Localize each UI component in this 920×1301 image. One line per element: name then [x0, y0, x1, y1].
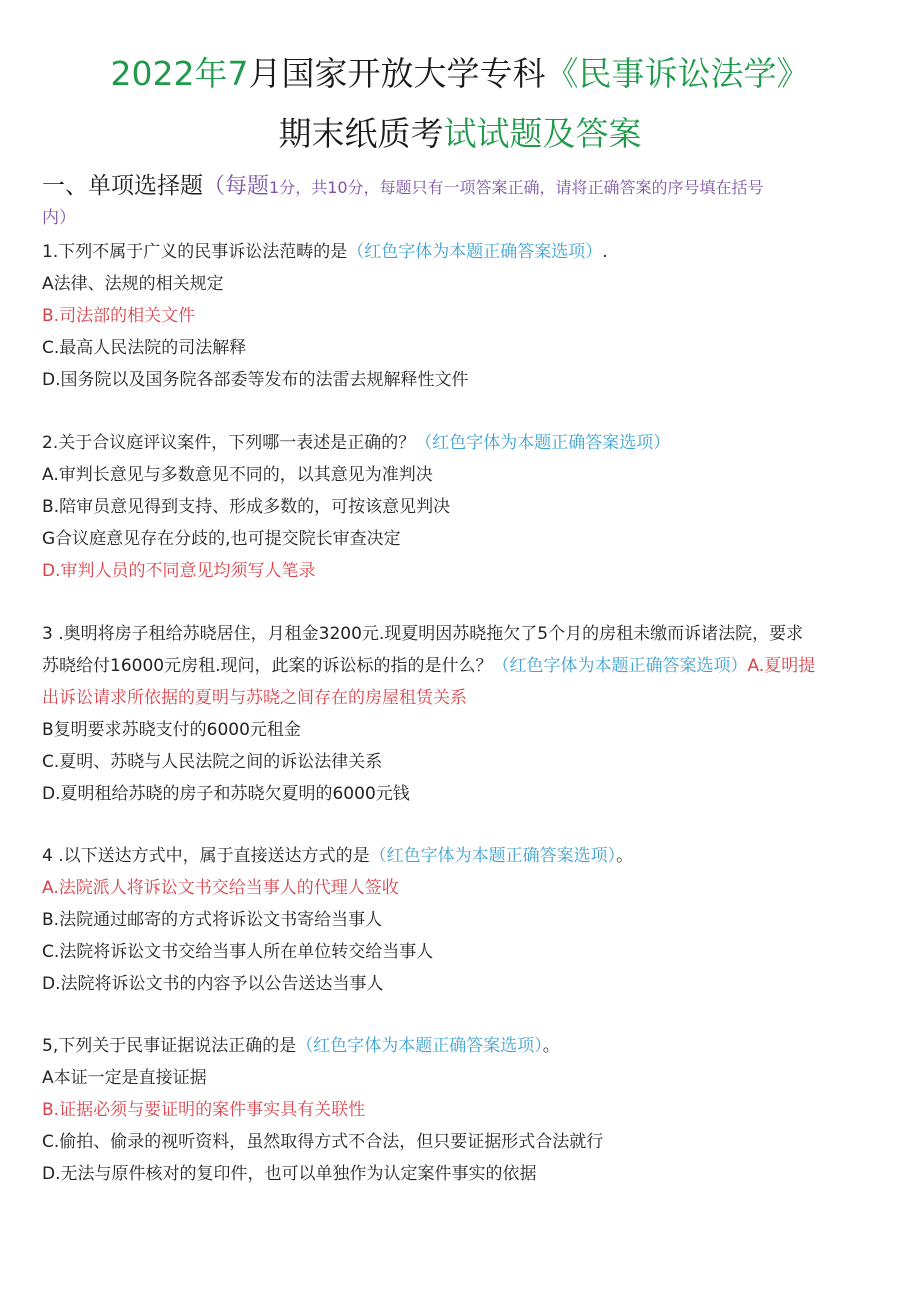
- question-4-option-c: C.法院将诉讼文书交给当事人所在单位转交给当事人: [42, 942, 434, 962]
- question-2-text: 2.关于合议庭评议案件，下列哪一表述是正确的？: [42, 433, 416, 453]
- question-5-hint: （红色字体为本题正确答案选项）: [296, 1036, 543, 1056]
- document-title-line-2: [0, 114, 920, 154]
- question-5-stem: [42, 1030, 892, 1062]
- question-1-option-c: C.最高人民法院的司法解释: [42, 338, 247, 358]
- title-exam-type: 期末纸质考: [278, 114, 444, 153]
- question-1-option-a: A法律、法规的相关规定: [42, 274, 224, 294]
- question-3-hint: （红色字体为本题正确答案选项）: [492, 656, 748, 676]
- section-note: 1分，共10分，每题只有一项答案正确，请将正确答案的序号填在括号: [269, 178, 764, 197]
- question-1-hint: （红色字体为本题正确答案选项）: [347, 242, 603, 262]
- question-4-option-d: D.法院将诉讼文书的内容予以公告送达当事人: [42, 974, 384, 994]
- question-5-option-a: A本证一定是直接证据: [42, 1068, 207, 1088]
- question-2-option-b: B.陪审员意见得到支持、形成多数的，可按该意见判决: [42, 497, 451, 517]
- question-1-stem: [42, 236, 892, 268]
- question-5-text: 5,下列关于民事证据说法正确的是: [42, 1036, 297, 1056]
- question-2-option-c: G合议庭意见存在分歧的,也可提交院长审查决定: [42, 529, 401, 549]
- question-3-stem-line-1: 3 .奥明将房子租给苏晓居住，月租金3200元.现夏明因苏晓拖欠了5个月的房租未缴而诉诸法院，要求: [42, 624, 804, 644]
- question-2-hint: （红色字体为本题正确答案选项）: [415, 433, 671, 453]
- question-3-option-d: D.夏明租给苏晓的房子和苏晓欠夏明的6000元钱: [42, 784, 410, 804]
- section-note-wrap: [42, 202, 892, 234]
- title-year: 2022年7: [110, 54, 249, 93]
- question-4-hint: （红色字体为本题正确答案选项）: [369, 846, 617, 866]
- question-5-option-d: D.无法与原件核对的复印件，也可以单独作为认定案件事实的依据: [42, 1164, 537, 1184]
- section-heading: [42, 170, 892, 204]
- question-4-stem: [42, 840, 892, 872]
- question-1-option-d: D.国务院以及国务院各部委等发布的法雷去规解释性文件: [42, 370, 469, 390]
- question-4-text: 4 .以下送达方式中，属于直接送达方式的是: [42, 846, 370, 866]
- section-note-start: （每题: [203, 174, 270, 199]
- question-4-tail: 。: [616, 846, 634, 866]
- question-3-option-a-start: A.夏明提: [747, 656, 816, 676]
- question-3-stem-line-2: [42, 650, 892, 682]
- question-3-text: 苏晓给付16000元房租.现问，此案的诉讼标的指的是什么？: [42, 656, 493, 676]
- section-note-end: 内）: [42, 208, 76, 228]
- title-exam-suffix: 试试题及答案: [443, 114, 642, 153]
- section-title: 一、单项选择题: [42, 173, 203, 199]
- question-2-option-a: A.审判长意见与多数意见不同的，以其意见为准判决: [42, 465, 433, 485]
- question-3-option-c: C.夏明、苏晓与人民法院之间的诉讼法律关系: [42, 752, 383, 772]
- question-1-text: 1.下列不属于广义的民事诉讼法范畴的是: [42, 242, 348, 262]
- question-5-option-c: C.偷拍、偷录的视听资料，虽然取得方式不合法，但只要证据形式合法就行: [42, 1132, 604, 1152]
- question-5-option-b-correct: B.证据必须与要证明的案件事实具有关联性: [42, 1100, 366, 1120]
- document-title-line-1: [0, 54, 920, 94]
- title-institution: 月国家开放大学专科: [248, 54, 546, 93]
- question-2-option-d-correct: D.审判人员的不同意见均须写人笔录: [42, 561, 316, 581]
- question-5-tail: 。: [542, 1036, 560, 1056]
- question-2-stem: [42, 427, 892, 459]
- question-3-option-b: B复明要求苏晓支付的6000元租金: [42, 720, 301, 740]
- question-3-option-a-correct: 出诉讼请求所依据的夏明与苏晓之间存在的房屋租赁关系: [42, 688, 467, 708]
- question-4-option-b: B.法院通过邮寄的方式将诉讼文书寄给当事人: [42, 910, 383, 930]
- title-course: 《民事诉讼法学》: [545, 54, 810, 93]
- question-1-tail: .: [602, 242, 608, 262]
- question-1-option-b-correct: B.司法部的相关文件: [42, 306, 196, 326]
- question-4-option-a-correct: A.法院派人将诉讼文书交给当事人的代理人签收: [42, 878, 399, 898]
